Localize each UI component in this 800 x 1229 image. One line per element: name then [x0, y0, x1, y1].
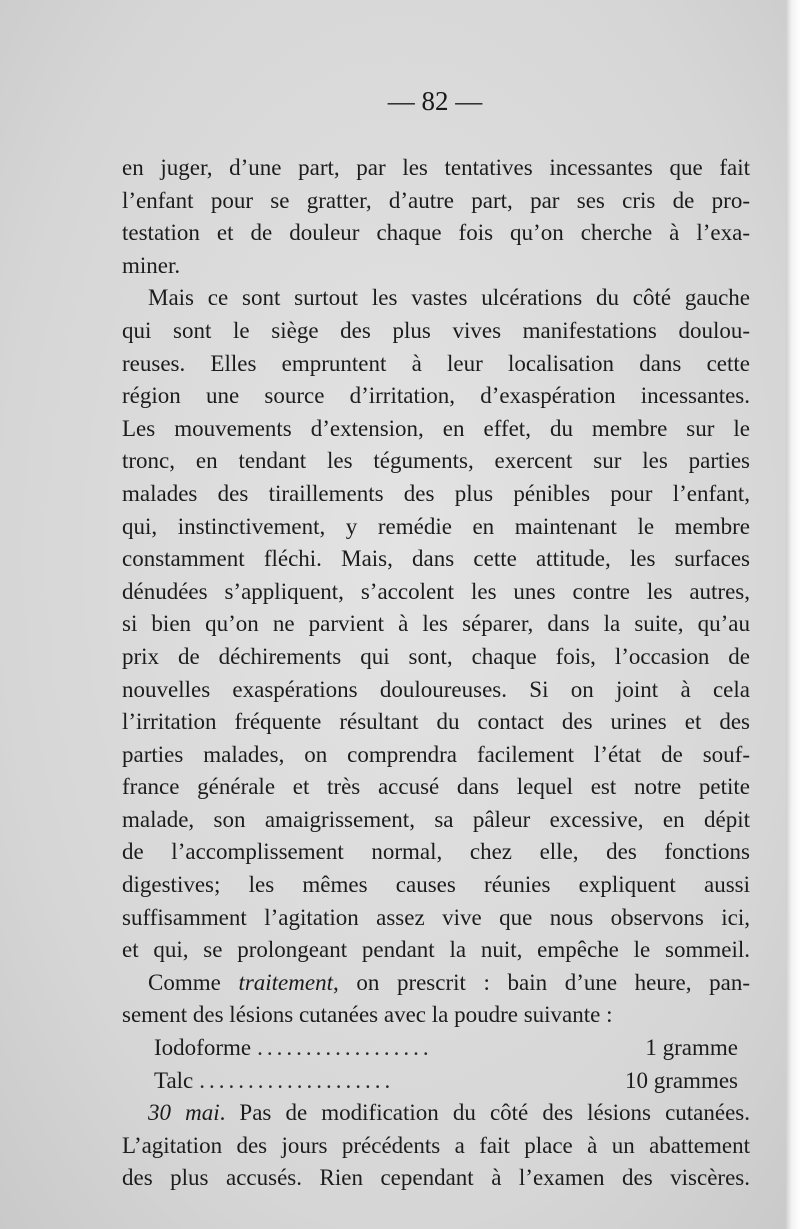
text-line: région une source d’irritation, d’exaspération incessantes.: [122, 383, 750, 409]
text-line: testation et de douleur chaque fois qu’on cherche à l’exa-: [122, 220, 750, 246]
text-line: digestives; les mêmes causes réunies expliquent aussi: [122, 872, 750, 898]
page-number: — 82 —: [387, 86, 483, 116]
text-line: prix de déchirements qui sont, chaque fois, l’occasion de: [122, 643, 750, 669]
text-line: nouvelles exaspérations douloureuses. Si on joint à cela: [122, 676, 750, 702]
text-line: reuses. Elles empruntent à leur localisation dans cette: [122, 350, 750, 376]
text-fragment: , on prescrit : bain d’une heure, pan-: [332, 969, 750, 995]
recipe-ingredient: Iodoforme: [154, 1035, 252, 1061]
text-line: Les mouvements d’extension, en effet, du membre sur le: [122, 415, 750, 441]
text-line: Mais ce sont surtout les vastes ulcérations du côté gauche: [148, 285, 750, 311]
text-line: parties malades, on comprendra facilement l’état de souf-: [122, 741, 750, 767]
recipe-row: [122, 1032, 750, 1065]
text-line: l’enfant pour se gratter, d’autre part, par ses cris de pro-: [122, 187, 750, 213]
text-line: qui sont le siège des plus vives manifestations doulou-: [122, 317, 750, 343]
recipe-ingredient: Talc: [154, 1067, 194, 1093]
text-line: [122, 967, 750, 1000]
text-line: l’irritation fréquente résultant du contact des urines et des: [122, 709, 750, 735]
text-fragment: . Pas de modification du côté des lésions cutanées.: [219, 1100, 750, 1126]
text-line: L’agitation des jours précédents a fait place à un abattement: [122, 1132, 750, 1158]
recipe-quantity: 10 grammes: [624, 1067, 738, 1093]
text-line: en juger, d’une part, par les tentatives incessantes que fait: [122, 155, 750, 180]
recipe-quantity: 1 gramme: [645, 1035, 738, 1061]
italic-date: 30 mai: [148, 1100, 220, 1126]
body-text: [122, 152, 750, 1195]
italic-term: traitement: [238, 969, 333, 995]
text-line: constamment fléchi. Mais, dans cette attitude, les surfaces: [122, 546, 750, 572]
text-line: des plus accusés. Rien cependant à l’examen des viscères.: [122, 1165, 750, 1191]
dot-leader: ..................: [257, 1035, 433, 1061]
text-line: sement des lésions cutanées avec la poudre suivante :: [122, 1002, 613, 1028]
text-line: malade, son amaigrissement, sa pâleur excessive, en dépit: [122, 806, 750, 832]
text-line: france générale et très accusé dans lequel est notre petite: [122, 774, 750, 800]
text-line: et qui, se prolongeant pendant la nuit, empêche le sommeil.: [122, 937, 750, 963]
dot-leader: ....................: [199, 1067, 395, 1093]
recipe-row: [122, 1065, 750, 1098]
text-line: dénudées s’appliquent, s’accolent les unes contre les autres,: [122, 578, 750, 604]
text-line: suffisamment l’agitation assez vive que nous observons ici,: [122, 904, 750, 930]
text-line: tronc, en tendant les téguments, exercent sur les parties: [122, 448, 750, 474]
text-line: de l’accomplissement normal, chez elle, des fonctions: [122, 839, 750, 865]
text-line: malades des tiraillements des plus pénibles pour l’enfant,: [122, 480, 750, 506]
text-line: si bien qu’on ne parvient à les séparer, dans la suite, qu’au: [122, 611, 750, 637]
text-line: miner.: [122, 252, 181, 278]
text-line: [122, 1097, 750, 1130]
text-line: qui, instinctivement, y remédie en maintenant le membre: [122, 513, 750, 539]
page-edge: [786, 0, 800, 1229]
text-fragment: Comme: [148, 969, 239, 995]
